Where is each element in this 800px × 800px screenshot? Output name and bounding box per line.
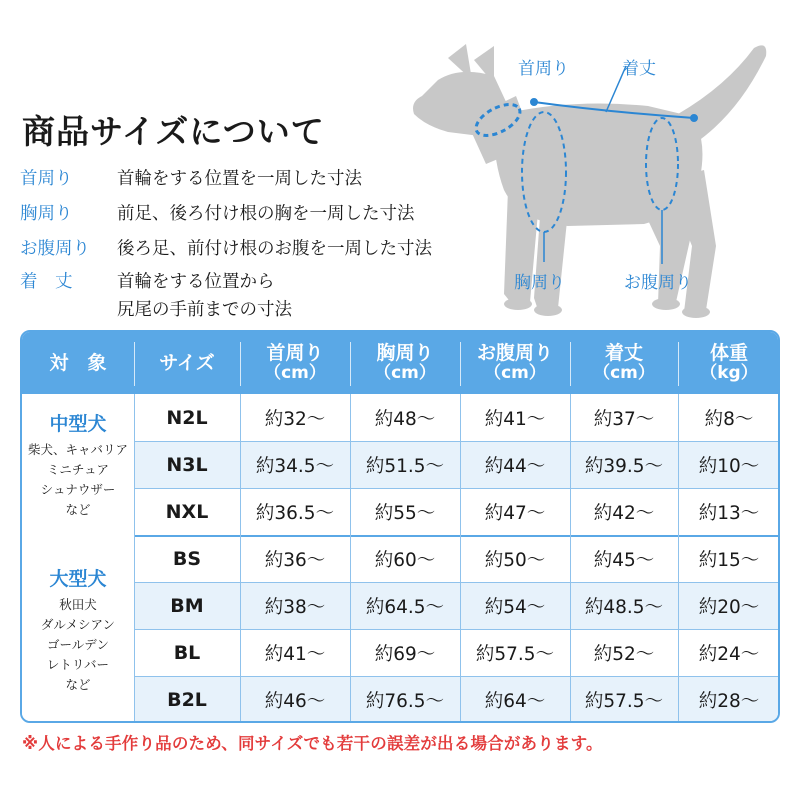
neck-label: 首周り [518,59,569,79]
cell-size: NXL [165,500,209,523]
footnote-warning: ※人による手作り品のため、同サイズでも若干の誤差が出る場合があります。 [22,734,603,753]
column-divider [460,394,461,723]
header-cell [570,332,678,394]
table-row [134,441,780,488]
header-divider [134,342,135,386]
dog-measurement-diagram [408,40,780,330]
header-unit: （cm） [264,363,326,383]
cell-chest: 約51.5～ [365,455,445,477]
column-divider [240,394,241,723]
table-row [134,582,780,629]
belly-label: お腹周り [624,273,692,293]
chest-label: 胸周り [514,273,565,293]
length-label: 着丈 [622,59,656,79]
table-row [134,535,780,582]
cell-neck: 約46～ [264,690,326,712]
group-breed: など [65,676,91,692]
cell-neck: 約36.5～ [255,502,335,524]
table-header-row [22,332,778,394]
header-divider [570,342,571,386]
cell-neck: 約38～ [264,596,326,618]
column-divider [350,394,351,723]
cell-neck: 約34.5～ [255,455,335,477]
cell-length: 約39.5～ [584,455,664,477]
header-label: お腹周り [476,342,553,364]
cell-chest: 約76.5～ [365,690,445,712]
cell-chest: 約60～ [374,549,436,571]
cell-length: 約52～ [593,643,655,665]
header-divider [240,342,241,386]
cell-belly: 約44～ [484,455,546,477]
cell-chest: 約69～ [374,643,436,665]
group-breed: ゴールデン [46,636,109,652]
header-divider [350,342,351,386]
cell-length: 約48.5～ [584,596,664,618]
column-divider [678,394,679,723]
group-name: 中型犬 [49,413,107,435]
group-breed: 秋田犬 [59,596,97,612]
cell-size: B2L [167,688,207,711]
header-cell [240,332,350,394]
cell-size: N2L [166,406,208,429]
row-divider [134,582,780,583]
cell-weight: 約24～ [698,643,760,665]
definition-line: 首輪をする位置を一周した寸法 [117,169,362,189]
definition-description [117,200,415,228]
table-row [134,676,780,723]
table-row [134,488,780,535]
group-breed: ダルメシアン [40,616,116,632]
cell-belly: 約41～ [484,408,546,430]
table-row [134,394,780,441]
header-label: 首周り [266,342,324,364]
header-label: 胸周り [376,342,434,364]
definition-term: 首周り [20,169,73,189]
header-cell [678,332,780,394]
group-cell [22,535,134,723]
header-cell [22,332,134,394]
cell-length: 約45～ [593,549,655,571]
cell-neck: 約36～ [264,549,326,571]
row-divider [134,488,780,489]
header-divider [678,342,679,386]
definition-description [117,165,362,193]
group-name: 大型犬 [49,567,107,590]
dog-silhouette-icon [408,40,780,330]
header-label: サイズ [159,352,215,374]
definition-term: お腹周り [20,239,90,259]
header-cell [134,332,240,394]
cell-length: 約42～ [593,502,655,524]
definition-line: 尻尾の手前までの寸法 [117,300,292,320]
cell-size: BL [173,641,201,664]
header-unit: （cm） [593,363,655,383]
group-cell [22,394,134,535]
cell-weight: 約13～ [698,502,760,524]
header-cell [460,332,570,394]
cell-neck: 約32～ [264,408,326,430]
cell-belly: 約57.5～ [475,643,555,665]
definition-description [117,268,292,324]
cell-neck: 約41～ [264,643,326,665]
header-unit: （cm） [374,363,436,383]
cell-weight: 約15～ [698,549,760,571]
definition-description [117,235,432,263]
page-title: 商品サイズについて [22,112,325,151]
header-label: 対 象 [49,352,107,374]
cell-weight: 約20～ [698,596,760,618]
cell-belly: 約54～ [484,596,546,618]
column-divider [570,394,571,723]
header-label: 体重 [709,342,748,364]
cell-weight: 約8～ [704,408,754,430]
definition-term: 着 丈 [20,272,73,292]
cell-belly: 約64～ [484,690,546,712]
header-divider [460,342,461,386]
cell-belly: 約47～ [484,502,546,524]
row-divider [134,629,780,630]
cell-length: 約37～ [593,408,655,430]
cell-chest: 約64.5～ [365,596,445,618]
header-label: 着丈 [604,342,643,364]
cell-chest: 約55～ [374,502,436,524]
group-breed: 柴犬、キャバリア [27,442,128,457]
cell-chest: 約48～ [374,408,436,430]
group-breed: シュナウザー [40,482,116,497]
definition-line: 首輪をする位置から [117,272,275,292]
header-cell [350,332,460,394]
group-breed: レトリバー [46,656,110,672]
definition-line: 前足、後ろ付け根の胸を一周した寸法 [117,204,415,224]
column-divider [134,394,135,723]
cell-belly: 約50～ [484,549,546,571]
cell-weight: 約28～ [698,690,760,712]
cell-size: BM [170,594,204,617]
cell-weight: 約10～ [698,455,760,477]
cell-size: N3L [166,453,208,476]
header-unit: （kg） [700,363,758,383]
cell-length: 約57.5～ [584,690,664,712]
cell-size: BS [172,547,202,570]
group-breed: ミニチュア [46,462,110,477]
definition-line: 後ろ足、前付け根のお腹を一周した寸法 [117,239,432,259]
definition-term: 胸周り [20,204,73,224]
row-divider [134,676,780,677]
header-unit: （cm） [484,363,546,383]
table-row [134,629,780,676]
size-table [20,330,780,723]
row-divider [134,441,780,442]
group-breed: など [65,502,91,517]
